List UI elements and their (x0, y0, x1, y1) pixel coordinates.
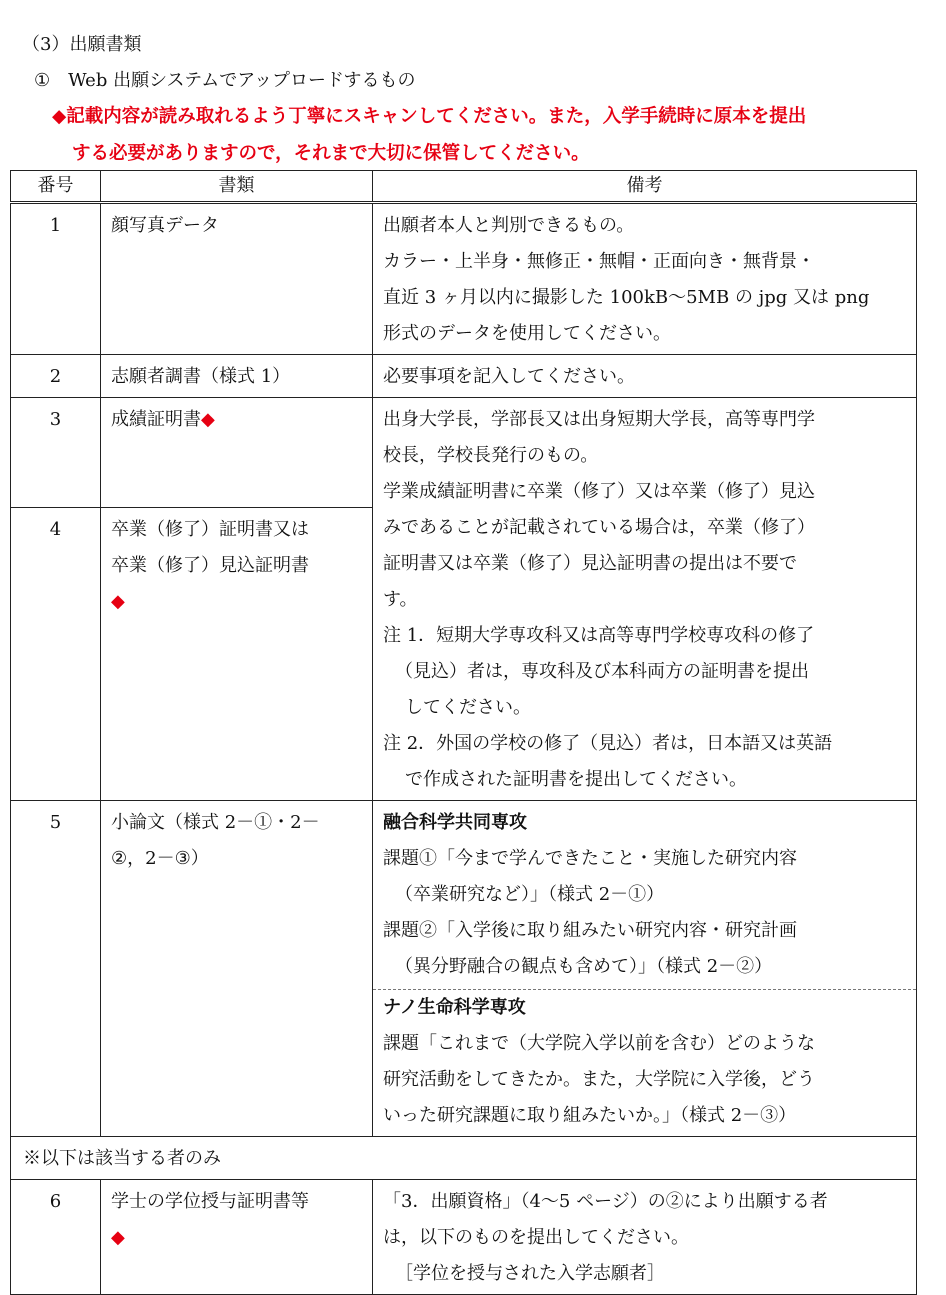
remark-line: 課題「これまで（大学院入学以前を含む）どのような (383, 1033, 815, 1054)
original-required-diamond-icon: ◆ (201, 409, 215, 430)
row-document (101, 801, 373, 1137)
row-document-label: 成績証明書 (111, 409, 201, 430)
row-remarks (373, 203, 917, 355)
row-document-line: 卒業（修了）見込証明書 (111, 554, 309, 576)
row-document-line: ②，2－③） (111, 848, 209, 869)
section-subtitle: ① Web 出願システムでアップロードするもの (34, 70, 416, 91)
row-document: 志願者調書（様式 1） (101, 355, 373, 398)
table-row (11, 355, 917, 398)
row-document: 顔写真データ (101, 203, 373, 355)
remark-line: は，以下のものを提出してください。 (383, 1227, 689, 1248)
table-row (11, 1137, 917, 1180)
remark-line: 課題②「入学後に取り組みたい研究内容・研究計画 (383, 920, 797, 941)
row-number: 1 (11, 203, 101, 355)
row-remarks: 必要事項を記入してください。 (373, 355, 917, 398)
section-title: （3）出願書類 (22, 34, 142, 55)
table-header-row (11, 171, 917, 203)
remark-line: 形式のデータを使用してください。 (383, 323, 671, 344)
remark-line: （異分野融合の観点も含めて）」（様式 2－②） (395, 956, 773, 977)
table-row (11, 398, 917, 508)
table-row (11, 203, 917, 355)
remark-line: 出願者本人と判別できるもの。 (383, 215, 635, 236)
remark-line: 注 1．短期大学専攻科又は高等専門学校専攻科の修了 (383, 625, 815, 646)
row-number: 2 (11, 355, 101, 398)
remark-line: 研究活動をしてきたか。また，大学院に入学後，どう (383, 1069, 815, 1090)
remark-line: ［学位を授与された入学志願者］ (395, 1263, 665, 1284)
row-number: 3 (11, 398, 101, 508)
remark-line: いった研究課題に取り組みたいか。」（様式 2－③） (383, 1105, 797, 1126)
row-document (101, 398, 373, 508)
remark-line: 校長，学校長発行のもの。 (383, 445, 599, 466)
remark-line: （見込）者は，専攻科及び本科両方の証明書を提出 (395, 661, 809, 682)
table-row (11, 801, 917, 1137)
program-title: ナノ生命科学専攻 (383, 997, 526, 1018)
remark-line: してください。 (405, 697, 531, 718)
row-remarks (373, 1180, 917, 1295)
warning-note-line-2: する必要がありますので，それまで大切に保管してください。 (72, 143, 590, 164)
remark-line: 「3．出願資格」（4～5 ページ）の②により出願する者 (383, 1191, 828, 1212)
applicable-only-note: ※以下は該当する者のみ (11, 1137, 917, 1180)
row-remarks (373, 398, 917, 801)
remark-line: で作成された証明書を提出してください。 (405, 769, 747, 790)
remark-line: みであることが記載されている場合は，卒業（修了） (383, 517, 815, 538)
table-row (11, 1180, 917, 1295)
row-number: 6 (11, 1180, 101, 1295)
header-number: 番号 (11, 171, 101, 203)
remark-line: 学業成績証明書に卒業（修了）又は卒業（修了）見込 (383, 481, 815, 502)
warning-note-line-1: ◆記載内容が読み取れるよう丁寧にスキャンしてください。また，入学手続時に原本を提出 (52, 106, 807, 127)
remark-line: カラー・上半身・無修正・無帽・正面向き・無背景・ (383, 251, 815, 272)
row-document-line: 学士の学位授与証明書等 (111, 1191, 309, 1212)
row-document-line: 卒業（修了）証明書又は (111, 518, 309, 540)
remark-line: す。 (383, 589, 418, 610)
documents-table (10, 170, 917, 1295)
row-number: 4 (11, 507, 101, 800)
original-required-diamond-icon: ◆ (111, 1227, 125, 1248)
dashed-divider (373, 989, 916, 1134)
header-document: 書類 (101, 171, 373, 203)
row-document (101, 507, 373, 800)
header-remarks: 備考 (373, 171, 917, 203)
row-document (101, 1180, 373, 1295)
remark-line: 直近 3 ヶ月以内に撮影した 100kB～5MB の jpg 又は png (383, 287, 870, 308)
row-document-line: 小論文（様式 2－①・2－ (111, 812, 320, 833)
program-title: 融合科学共同専攻 (383, 812, 527, 833)
row-remarks (373, 801, 917, 1137)
remark-line: 課題①「今まで学んできたこと・実施した研究内容 (383, 848, 797, 869)
remark-line: 出身大学長，学部長又は出身短期大学長，高等専門学 (383, 409, 815, 430)
original-required-diamond-icon: ◆ (111, 590, 125, 612)
remark-line: （卒業研究など）」（様式 2－①） (395, 884, 665, 905)
remark-line: 注 2．外国の学校の修了（見込）者は，日本語又は英語 (383, 733, 833, 754)
remark-line: 証明書又は卒業（修了）見込証明書の提出は不要で (383, 553, 797, 574)
row-number: 5 (11, 801, 101, 1137)
